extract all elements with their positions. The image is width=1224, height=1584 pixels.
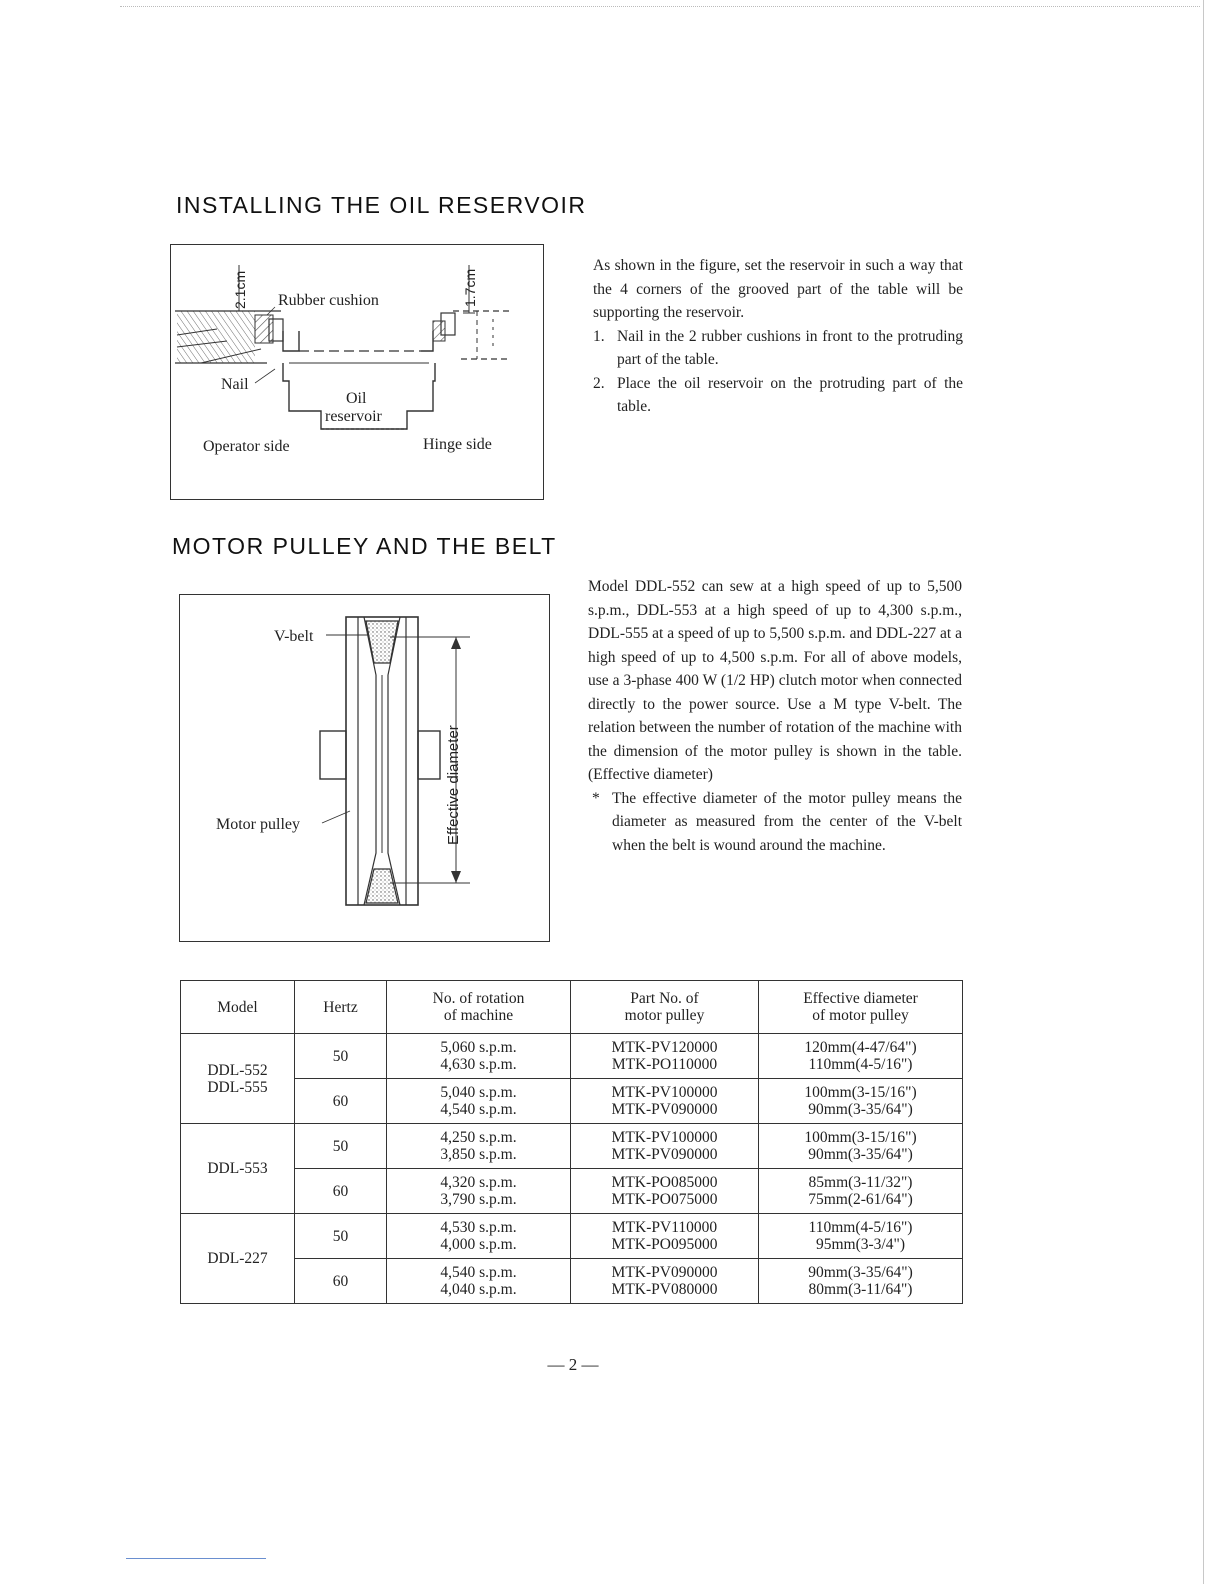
oil-reservoir-diagram — [171, 245, 543, 499]
diameter-cell: 120mm(4-47/64") 110mm(4-5/16") — [759, 1034, 963, 1079]
motor-pulley-body: Model DDL-552 can sew at a high speed of up to 5,500 s.p.m., DDL-553 at a high speed of up to 4,300 s.p.m., DDL-555 at a speed of up to 5,500 s.p.m. and DDL-227 at a high speed of up to 4,500 s.p.m. For all of above models, use a 3-phase 400 W (1/2 HP) clutch motor when connected directly to the power source. Use a M type V-belt. The relation between the number of rotation of the machine with the dimension of the motor pulley is shown in the table. (Effective diameter) — [588, 578, 962, 783]
motor-pulley-heading: MOTOR PULLEY AND THE BELT — [172, 533, 557, 559]
header-part-number: Part No. of motor pulley — [571, 981, 759, 1034]
diameter-cell: 85mm(3-11/32") 75mm(2-61/64") — [759, 1169, 963, 1214]
hertz-cell: 60 — [295, 1169, 387, 1214]
motor-pulley-table — [180, 980, 963, 1304]
diameter-cell: 90mm(3-35/64") 80mm(3-11/64") — [759, 1259, 963, 1304]
model-cell: DDL-553 — [181, 1124, 295, 1214]
page-number: — 2 — — [547, 1355, 599, 1374]
part-number-cell: MTK-PV100000 MTK-PV090000 — [571, 1124, 759, 1169]
hinge-side-label: Hinge side — [423, 436, 492, 453]
oil-reservoir-instructions — [593, 254, 963, 419]
right-table-section — [433, 311, 511, 359]
hertz-cell: 50 — [295, 1214, 387, 1259]
oil-reservoir-figure — [170, 244, 544, 500]
table-row — [181, 1124, 963, 1169]
header-rotation: No. of rotation of machine — [387, 981, 571, 1034]
hertz-cell: 60 — [295, 1259, 387, 1304]
motor-pulley-text — [588, 575, 962, 857]
motor-pulley-label: Motor pulley — [216, 816, 300, 833]
table-header-row — [181, 981, 963, 1034]
hertz-cell: 60 — [295, 1079, 387, 1124]
oil-reservoir-steps — [593, 325, 963, 419]
rubber-cushion-label: Rubber cushion — [278, 292, 379, 309]
v-belt-label: V-belt — [274, 628, 314, 645]
rotation-cell: 4,540 s.p.m. 4,040 s.p.m. — [387, 1259, 571, 1304]
oil-reservoir-heading: INSTALLING THE OIL RESERVOIR — [176, 192, 587, 218]
diameter-cell: 110mm(4-5/16") 95mm(3-3/4") — [759, 1214, 963, 1259]
table-row — [181, 1079, 963, 1124]
dimension-right — [462, 265, 478, 313]
part-number-cell: MTK-PV110000 MTK-PO095000 — [571, 1214, 759, 1259]
scan-right-edge — [1203, 0, 1204, 1584]
model-cell: DDL-227 — [181, 1214, 295, 1304]
effective-diameter-label: Effective diameter — [445, 725, 462, 845]
pulley-hub-right — [418, 731, 440, 779]
dim-left-label: 2.1cm — [232, 270, 248, 309]
hertz-cell: 50 — [295, 1034, 387, 1079]
oil-step-2: 2. Place the oil reservoir on the protruding part of the table. — [593, 374, 963, 415]
part-number-cell: MTK-PV090000 MTK-PV080000 — [571, 1259, 759, 1304]
effective-diameter-note: * The effective diameter of the motor pulley means the diameter as measured from the center of the V-belt when the belt is wound around the machine. — [592, 789, 962, 854]
motor-pulley-diagram — [180, 595, 549, 941]
table-row — [181, 1214, 963, 1259]
left-table-section — [175, 311, 283, 363]
header-model: Model — [181, 981, 295, 1034]
table-row — [181, 1034, 963, 1079]
header-effective-diameter: Effective diameter of motor pulley — [759, 981, 963, 1034]
rotation-cell: 4,530 s.p.m. 4,000 s.p.m. — [387, 1214, 571, 1259]
table-row — [181, 1259, 963, 1304]
oil-step-1: 1. Nail in the 2 rubber cushions in front to the protruding part of the table. — [593, 327, 963, 368]
reservoir-label: reservoir — [325, 408, 382, 425]
rotation-cell: 4,250 s.p.m. 3,850 s.p.m. — [387, 1124, 571, 1169]
oil-reservoir-intro: As shown in the figure, set the reservoir in such a way that the 4 corners of the grooved part of the table will be supporting the reservoir. — [593, 257, 963, 321]
effective-diameter-dimension — [390, 637, 470, 883]
diameter-cell: 100mm(3-15/16") 90mm(3-35/64") — [759, 1079, 963, 1124]
nail-label: Nail — [221, 376, 249, 393]
part-number-cell: MTK-PV120000 MTK-PO110000 — [571, 1034, 759, 1079]
dimension-left — [232, 265, 248, 311]
pulley-hub-left — [320, 731, 346, 779]
scan-top-edge — [120, 6, 1200, 7]
rotation-cell: 5,060 s.p.m. 4,630 s.p.m. — [387, 1034, 571, 1079]
footer-rule — [126, 1558, 266, 1559]
part-number-cell: MTK-PV100000 MTK-PV090000 — [571, 1079, 759, 1124]
motor-pulley-figure — [179, 594, 550, 942]
oil-label: Oil — [346, 390, 367, 407]
part-number-cell: MTK-PO085000 MTK-PO075000 — [571, 1169, 759, 1214]
table-row — [181, 1169, 963, 1214]
rotation-cell: 4,320 s.p.m. 3,790 s.p.m. — [387, 1169, 571, 1214]
operator-side-label: Operator side — [203, 438, 290, 455]
rotation-cell: 5,040 s.p.m. 4,540 s.p.m. — [387, 1079, 571, 1124]
hertz-cell: 50 — [295, 1124, 387, 1169]
header-hertz: Hertz — [295, 981, 387, 1034]
diameter-cell: 100mm(3-15/16") 90mm(3-35/64") — [759, 1124, 963, 1169]
dim-right-label: 1.7cm — [462, 268, 478, 307]
model-cell: DDL-552 DDL-555 — [181, 1034, 295, 1124]
v-belt-top — [366, 621, 398, 663]
